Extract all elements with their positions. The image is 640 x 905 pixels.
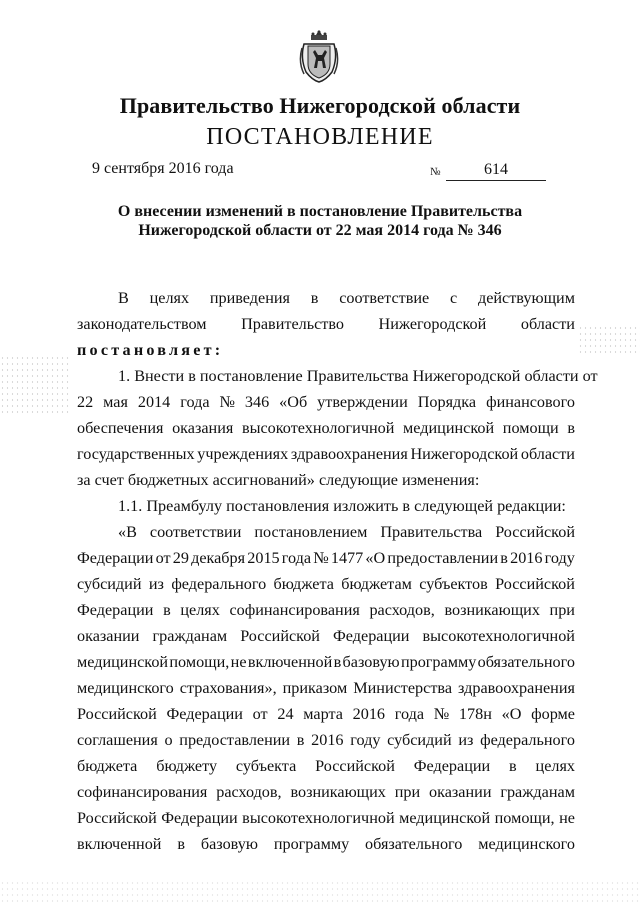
word: гражданам <box>500 783 575 801</box>
word: программу <box>273 835 350 853</box>
document-date: 9 сентября 2016 года <box>92 160 234 177</box>
word: бюджета <box>77 757 138 775</box>
word: расходов, <box>369 601 435 619</box>
word: высокотехнологичной <box>241 419 395 437</box>
word: государственных <box>77 445 195 463</box>
word: базовую <box>342 653 400 671</box>
word: федерального <box>480 731 575 749</box>
word: соответствие <box>339 289 430 307</box>
word: Министерства <box>353 679 453 697</box>
word: 1477 <box>330 549 364 567</box>
document-subject <box>0 202 640 240</box>
word: не <box>559 809 575 827</box>
word: утверждении <box>317 393 408 411</box>
word: Российской <box>315 757 395 775</box>
word: Федерации <box>161 809 238 827</box>
word: года <box>281 549 312 567</box>
body-line: 1.1. Преамбулу постановления изложить в следующей редакции: <box>118 497 566 515</box>
word: 178н <box>458 705 492 723</box>
word: из <box>148 575 164 593</box>
word: форме <box>531 705 575 723</box>
word: софинансирования <box>77 783 208 801</box>
word: Федерации <box>413 757 491 775</box>
word: федерального <box>171 575 267 593</box>
word: высокотехнологичной <box>242 809 395 827</box>
word: оказания <box>172 419 234 437</box>
word: обязательного <box>365 835 463 853</box>
word: 2016 <box>311 731 344 749</box>
word: при <box>549 601 575 619</box>
body-line <box>77 808 575 828</box>
word: оказании <box>429 783 492 801</box>
word: медицинской <box>403 419 495 437</box>
word: Правительства <box>380 523 483 541</box>
word: медицинского <box>478 835 575 853</box>
word: декабря <box>191 549 246 567</box>
word: в <box>509 757 517 775</box>
word: субъектов <box>419 575 488 593</box>
word: бюджету <box>156 757 218 775</box>
body-line <box>77 834 575 854</box>
word: года <box>394 705 425 723</box>
word: возникающих <box>444 601 540 619</box>
word: при <box>394 783 421 801</box>
word: Правительство <box>241 315 344 333</box>
word: В <box>118 289 129 307</box>
body-line <box>77 418 575 438</box>
word: субъекта <box>235 757 297 775</box>
word: Нижегородской <box>410 445 519 463</box>
word: «О <box>365 549 386 567</box>
word: Федерации <box>77 601 154 619</box>
coat-of-arms-emblem <box>298 28 340 84</box>
body-line <box>77 652 575 672</box>
word: Федерации <box>77 549 154 567</box>
word: действующим <box>477 289 575 307</box>
word: с <box>449 289 458 307</box>
word: высокотехнологичной <box>422 627 575 645</box>
word: учреждениях <box>197 445 289 463</box>
word: целях <box>180 601 220 619</box>
scan-noise <box>0 880 640 905</box>
word: Федерации <box>166 705 243 723</box>
word: марта <box>303 705 343 723</box>
word: включенной <box>77 835 162 853</box>
word: 2016 <box>352 705 386 723</box>
word: в <box>333 653 342 671</box>
word: бюджетам <box>341 575 412 593</box>
body-line <box>118 288 575 308</box>
word: 346 <box>244 393 270 411</box>
word: Федерации <box>333 627 410 645</box>
word: включенной <box>247 653 333 671</box>
word: целях <box>535 757 575 775</box>
word: 24 <box>277 705 294 723</box>
word: области <box>520 445 575 463</box>
word: здравоохранения <box>290 445 408 463</box>
word: не <box>230 653 247 671</box>
word: софинансирования <box>229 601 360 619</box>
word: субсидий <box>387 731 452 749</box>
document-number: 614 <box>446 160 546 181</box>
word: соглашения <box>77 731 158 749</box>
word: Российской <box>77 705 157 723</box>
word: постановлением <box>254 523 368 541</box>
word: от <box>155 549 171 567</box>
word: помощи, <box>169 653 230 671</box>
word: Российской <box>495 523 575 541</box>
subject-line: Нижегородской области от 22 мая 2014 года № 346 <box>138 222 502 239</box>
word: Российской <box>77 809 157 827</box>
body-line: 1. Внести в постановление Правительства Нижегородской области от <box>118 367 598 385</box>
word: Нижегородской <box>378 315 487 333</box>
word: страхования», <box>179 679 277 697</box>
word: помощи <box>502 419 559 437</box>
word: № <box>219 393 235 411</box>
word: в <box>567 419 575 437</box>
word: «О <box>501 705 522 723</box>
document-type: ПОСТАНОВЛЕНИЕ <box>206 124 434 150</box>
body-line <box>77 704 575 724</box>
word: возникающих <box>290 783 386 801</box>
word: от <box>252 705 268 723</box>
word: году <box>544 549 575 567</box>
word: году <box>350 731 381 749</box>
word: медицинской <box>399 809 491 827</box>
word: Порядка <box>417 393 477 411</box>
word: целях <box>149 289 190 307</box>
word: законодательством <box>77 315 207 333</box>
word: «Об <box>279 393 308 411</box>
word: в <box>177 835 185 853</box>
number-sign: № <box>430 166 441 178</box>
body-line <box>77 730 575 750</box>
body-line <box>77 548 575 568</box>
body-line <box>77 756 575 776</box>
word: здравоохранения <box>458 679 575 697</box>
word: помощи, <box>494 809 555 827</box>
word: гражданам <box>152 627 228 645</box>
word: в <box>310 289 319 307</box>
subject-line: О внесении изменений в постановление Правительства <box>117 203 523 220</box>
word: медицинского <box>77 679 174 697</box>
word: предоставлении <box>179 731 291 749</box>
scan-noise <box>0 355 70 415</box>
word: в <box>163 601 171 619</box>
word: года <box>180 393 210 411</box>
word: субсидий <box>77 575 142 593</box>
word: 2016 <box>510 549 543 567</box>
word: программу <box>400 653 477 671</box>
word: расходов, <box>216 783 282 801</box>
word: бюджета <box>273 575 334 593</box>
word: медицинской <box>77 653 169 671</box>
word: «В <box>118 523 137 541</box>
word: в <box>500 549 508 567</box>
body-line <box>77 626 575 646</box>
body-line <box>77 600 575 620</box>
word: области <box>520 315 575 333</box>
word: Российской <box>240 627 320 645</box>
body-line: за счет бюджетных ассигнований» следующие изменения: <box>77 471 480 489</box>
word: о <box>164 731 173 749</box>
word: 2015 <box>247 549 280 567</box>
body-line <box>77 678 575 698</box>
word: финансового <box>486 393 575 411</box>
word: предоставлении <box>387 549 499 567</box>
word: соответствии <box>149 523 242 541</box>
word: мая <box>103 393 128 411</box>
word: обеспечения <box>77 419 164 437</box>
word: базовую <box>200 835 258 853</box>
body-line <box>77 574 575 594</box>
word: № <box>313 549 329 567</box>
word: приведения <box>209 289 290 307</box>
word: из <box>458 731 474 749</box>
body-line <box>77 782 575 802</box>
word: в <box>296 731 305 749</box>
body-line <box>77 392 575 412</box>
resolution-word: постановляет: <box>77 341 224 359</box>
body-line <box>118 522 575 542</box>
word: приказом <box>282 679 348 697</box>
body-line <box>77 444 575 464</box>
word: 2014 <box>137 393 171 411</box>
organization-title: Правительство Нижегородской области <box>119 93 521 118</box>
word: 22 <box>77 393 94 411</box>
scan-noise <box>578 325 640 355</box>
word: 29 <box>172 549 189 567</box>
word: обязательного <box>477 653 575 671</box>
word: оказании <box>77 627 140 645</box>
body-line <box>77 314 575 334</box>
word: Российской <box>495 575 575 593</box>
word: № <box>433 705 450 723</box>
